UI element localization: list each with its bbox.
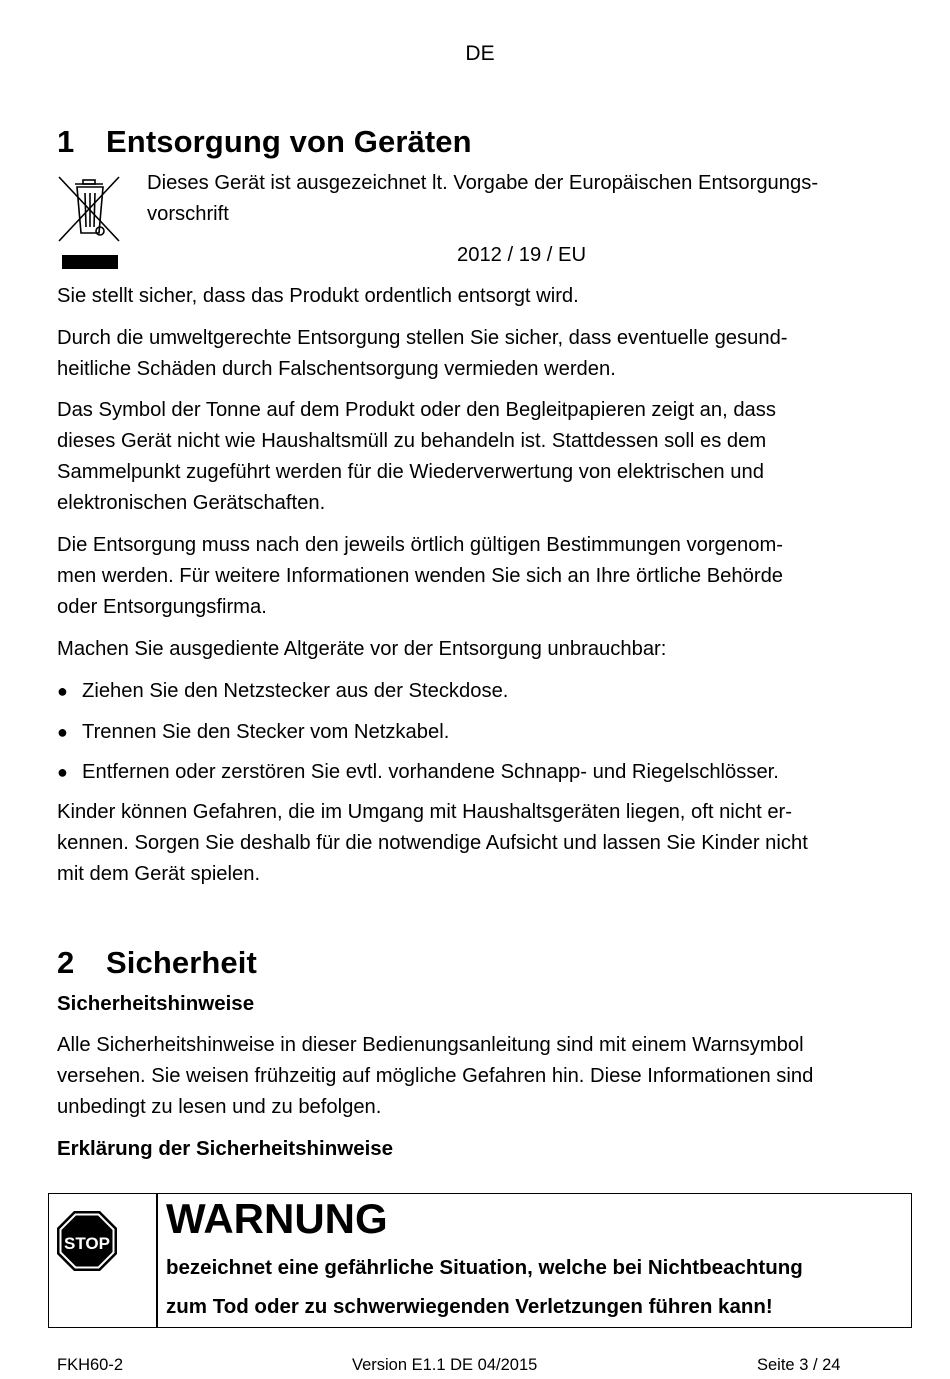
section-number: 2 <box>57 945 75 980</box>
footer-version: Version E1.1 DE 04/2015 <box>352 1356 538 1374</box>
weee-bin-icon <box>57 173 123 278</box>
paragraph-5: Machen Sie ausgediente Altgeräte vor der Entsorgung unbrauchbar: <box>57 638 667 660</box>
bullet-icon: ● <box>57 722 68 742</box>
warning-title: WARNUNG <box>166 1195 388 1242</box>
paragraph-4: Die Entsorgung muss nach den jeweils örtlich gültigen Bestimmungen vorgenom- men werden. Für weitere Informationen wenden Sie sich an Ihre örtliche Behörde oder Entsorgungsfirma. <box>57 534 784 618</box>
bullet-icon: ● <box>57 681 68 701</box>
section-title: Sicherheit <box>106 945 257 980</box>
list-item: ● Entfernen oder zerstören Sie evtl. vorhandene Schnapp- und Riegelschlösser. <box>57 757 779 788</box>
section-1-heading <box>57 124 472 160</box>
footer-page-number: Seite 3 / 24 <box>757 1356 841 1374</box>
footer-model: FKH60-2 <box>57 1356 124 1374</box>
closing-paragraph: Kinder können Gefahren, die im Umgang mit Haushaltsgeräten liegen, oft nicht er- kennen. Sorgen Sie deshalb für die notwendige Aufsicht und lassen Sie Kinder nicht mit dem Gerät spielen. <box>57 801 808 885</box>
paragraph-2: Durch die umweltgerechte Entsorgung stellen Sie sicher, dass eventuelle gesund- heitliche Schäden durch Falschentsorgung vermieden werden. <box>57 327 788 380</box>
safety-paragraph: Alle Sicherheitshinweise in dieser Bedienungsanleitung sind mit einem Warnsymbol versehen. Sie weisen frühzeitig auf mögliche Gefahren hin. Diese Informationen sind unbedingt zu lesen und zu befolgen. <box>57 1034 814 1118</box>
section-title: Entsorgung von Geräten <box>106 124 472 159</box>
bullet-icon: ● <box>57 762 68 782</box>
list-item: ● Trennen Sie den Stecker vom Netzkabel. <box>57 717 449 748</box>
section-2-heading <box>57 945 257 981</box>
intro-paragraph: Dieses Gerät ist ausgezeichnet lt. Vorgabe der Europäischen Entsorgungs- vorschrift <box>147 172 819 225</box>
paragraph-1: Sie stellt sicher, dass das Produkt ordentlich entsorgt wird. <box>57 285 579 307</box>
divider <box>156 1194 158 1327</box>
subheading-safety-notes: Sicherheitshinweise <box>57 992 255 1015</box>
language-label: DE <box>465 42 495 65</box>
svg-text:STOP: STOP <box>64 1234 110 1253</box>
stop-sign-icon <box>55 1209 119 1278</box>
warning-text: bezeichnet eine gefährliche Situation, welche bei Nichtbeachtung zum Tod oder zu schwerwiegenden Verletzungen führen kann! <box>166 1256 803 1318</box>
subheading-explanation: Erklärung der Sicherheitshinweise <box>57 1137 394 1160</box>
warning-box <box>48 1193 912 1328</box>
section-number: 1 <box>57 124 75 159</box>
paragraph-3: Das Symbol der Tonne auf dem Produkt oder den Begleitpapieren zeigt an, dass dieses Gerät nicht wie Haushaltsmüll zu behandeln ist. Stattdessen soll es dem Sammelpunkt zugeführt werden für die Wiederverwertung von elektrischen und elektronischen Gerätschaften. <box>57 399 776 514</box>
list-item: ● Ziehen Sie den Netzstecker aus der Steckdose. <box>57 676 508 707</box>
directive-number: 2012 / 19 / EU <box>457 244 587 266</box>
